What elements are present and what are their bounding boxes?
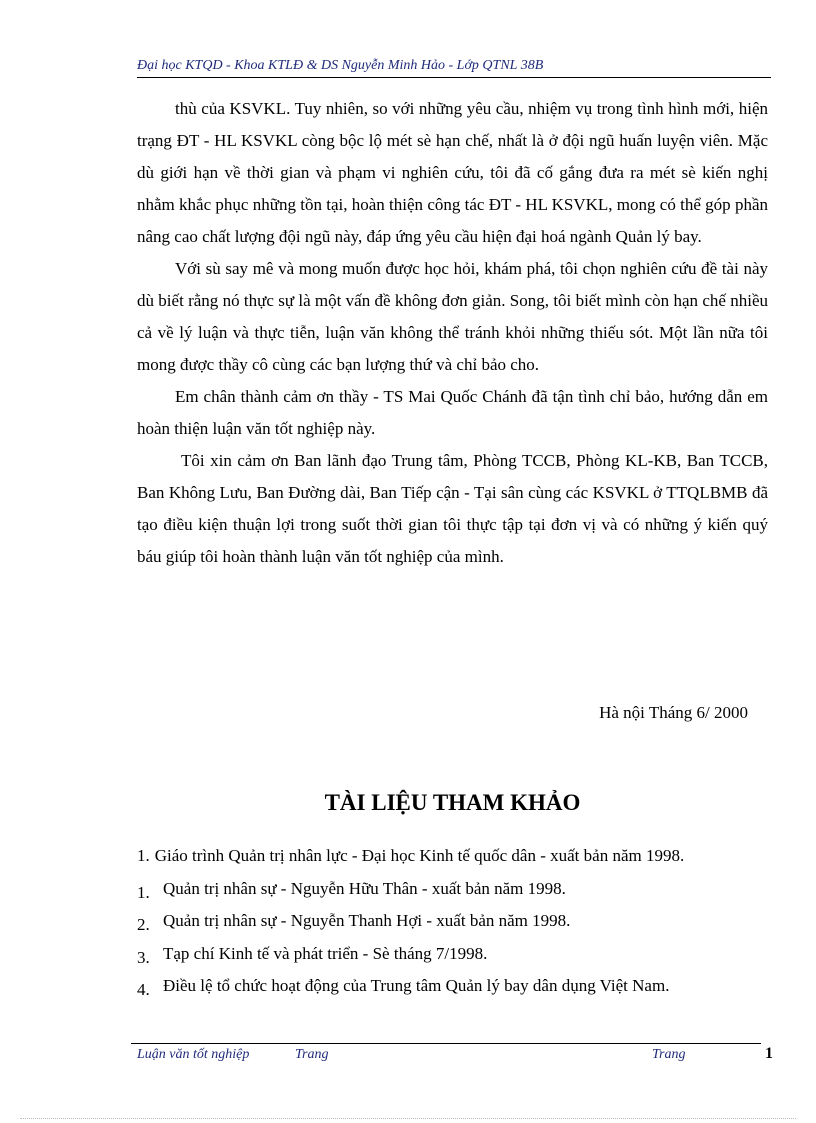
- page-bottom-border: [20, 1118, 796, 1119]
- paragraph-thanks-advisor: Em chân thành cảm ơn thầy - TS Mai Quốc Chánh đã tận tình chỉ bảo, hướng dẫn em hoàn thiện luận văn tốt nghiệp này.: [137, 387, 768, 438]
- references-title: TÀI LIỆU THAM KHẢO: [324, 790, 581, 815]
- reference-item: [137, 846, 777, 879]
- page-number: 1: [765, 1045, 773, 1062]
- reference-text: Quản trị nhân sự - Nguyễn Thanh Hợi - xuất bản năm 1998.: [163, 911, 571, 930]
- reference-number: 1.: [137, 846, 150, 865]
- footer-left-label: Luận văn tốt nghiệp: [137, 1047, 250, 1062]
- reference-number: 3.: [137, 947, 150, 967]
- paragraph-motivation: Với sù say mê và mong muốn được học hỏi, khám phá, tôi chọn nghiên cứu đề tài này dù biết rằng nó thực sự là một vấn đề không đơn giản. Song, tôi biết mình còn hạn chế nhiều cả về lý luận và thực tiễn, luận văn không thể tránh khỏi những thiếu sót. Một lần nữa tôi mong được thầy cô cùng các bạn lượng thứ và chỉ bảo cho.: [137, 259, 768, 374]
- reference-item: [137, 911, 777, 944]
- running-header-text: Đại học KTQD - Khoa KTLĐ & DS Nguyễn Minh Hảo - Lớp QTNL 38B: [137, 58, 544, 73]
- footer-right-label: Trang: [652, 1047, 686, 1062]
- reference-text: Quản trị nhân sự - Nguyễn Hữu Thân - xuất bản năm 1998.: [163, 878, 566, 898]
- reference-number: 4.: [137, 980, 150, 999]
- reference-number: 1.: [137, 882, 150, 902]
- reference-item: [137, 879, 777, 912]
- reference-number: 2.: [137, 915, 150, 934]
- reference-text: Tạp chí Kinh tế và phát triển - Sè tháng 7/1998.: [163, 943, 488, 963]
- header-divider: [137, 77, 771, 78]
- reference-item: [137, 944, 777, 977]
- reference-text: Giáo trình Quản trị nhân lực - Đại học Kinh tế quốc dân - xuất bản năm 1998.: [154, 846, 685, 865]
- footer-middle-label: Trang: [295, 1047, 329, 1062]
- signature-date: Hà nội Tháng 6/ 2000: [599, 703, 748, 722]
- paragraph-continuation: thù của KSVKL. Tuy nhiên, so với những yêu cầu, nhiệm vụ trong tình hình mới, hiện trạng ĐT - HL KSVKL còng bộc lộ mét sè hạn chế, nhất là ở đội ngũ huấn luyện viên. Mặc dù giới hạn về thời gian và phạm vi nghiên cứu, tôi đã cố gắng đưa ra mét sè kiến nghị nhằm khắc phục những tồn tại, hoàn thiện công tác ĐT - HL KSVKL, mong có thể góp phần nâng cao chất lượng đội ngũ này, đáp ứng yêu cầu hiện đại hoá ngành Quản lý bay.: [137, 99, 768, 246]
- reference-text: Điều lệ tổ chức hoạt động của Trung tâm Quản lý bay dân dụng Việt Nam.: [163, 976, 670, 995]
- reference-item: [137, 976, 777, 1009]
- references-list: [137, 846, 777, 1009]
- running-header: [137, 58, 771, 74]
- paragraph-thanks-organization: Tôi xin cảm ơn Ban lãnh đạo Trung tâm, Phòng TCCB, Phòng KL-KB, Ban TCCB, Ban Không Lưu, Ban Đường dài, Ban Tiếp cận - Tại sân cùng các KSVKL ở TTQLBMB đã tạo điều kiện thuận lợi trong suốt thời gian tôi thực tập tại đơn vị và có những ý kiến quý báu giúp tôi hoàn thành luận văn tốt nghiệp của mình.: [137, 451, 768, 566]
- footer-divider: [131, 1043, 761, 1044]
- body-text: [137, 93, 768, 573]
